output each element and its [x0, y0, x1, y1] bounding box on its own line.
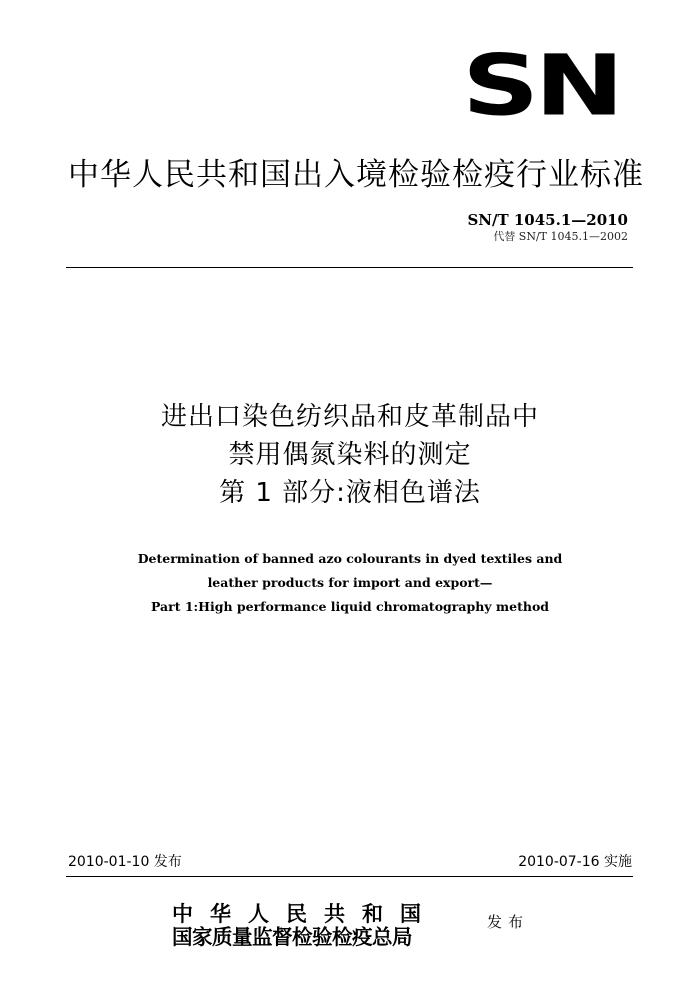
sn-logo: SN — [462, 36, 620, 135]
issued-label: 发布 — [487, 913, 530, 931]
chinese-title — [0, 398, 700, 512]
english-title-line-1: Determination of banned azo colourants in dyed textiles and — [137, 551, 563, 566]
chinese-title-line-3: 第 1 部分:液相色谱法 — [219, 478, 481, 508]
issuer-agency: 国家质量监督检验检疫总局 — [172, 925, 412, 949]
english-title-line-3: Part 1:High performance liquid chromatography method — [150, 599, 550, 614]
standard-code: SN/T 1045.1—2010 — [467, 211, 628, 229]
organization-title: 中华人民共和国出入境检验检疫行业标准 — [68, 157, 644, 193]
issue-date: 2010-01-10 发布 — [68, 854, 182, 870]
chinese-title-line-2: 禁用偶氮染料的测定 — [228, 440, 472, 470]
english-title-line-2: leather products for import and export— — [207, 575, 493, 590]
implementation-date: 2010-07-16 实施 — [518, 854, 632, 870]
header-divider — [66, 267, 633, 268]
english-title — [0, 547, 700, 619]
chinese-title-line-1: 进出口染色纺织品和皮革制品中 — [160, 402, 539, 432]
issuer-country: 中华人民共和国 — [172, 901, 438, 926]
footer-divider — [66, 876, 633, 877]
replaces-standard: 代替 SN/T 1045.1—2002 — [493, 230, 628, 243]
